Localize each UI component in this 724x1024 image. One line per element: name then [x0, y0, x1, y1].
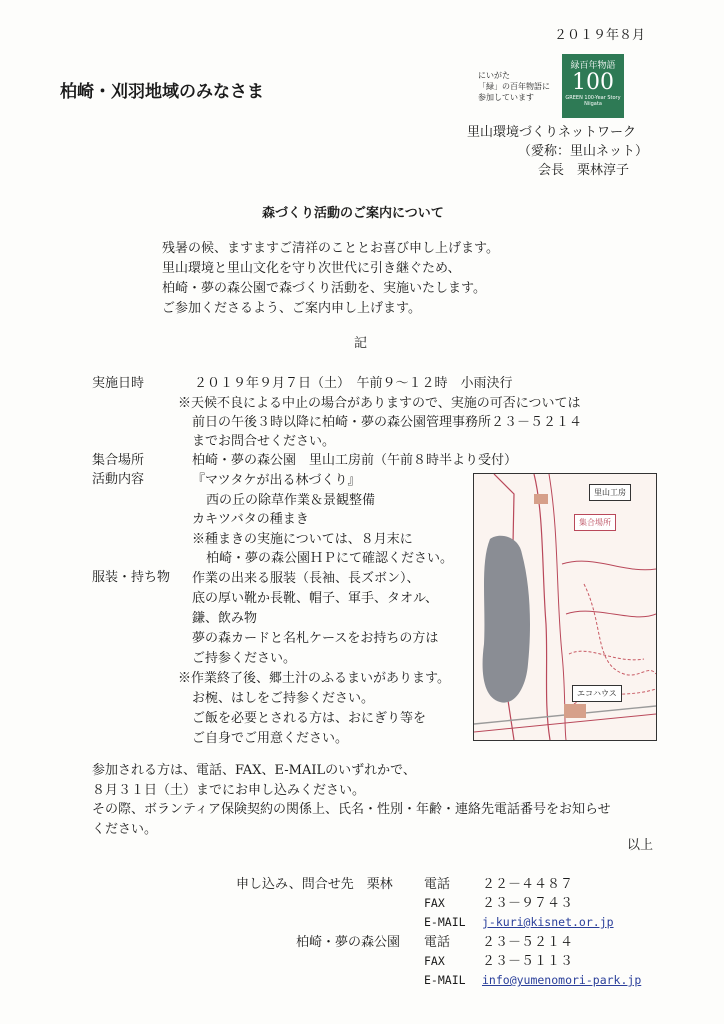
contact2-tel-key: 電話 — [424, 935, 451, 950]
contact2-fax: ２３－５１１３ — [482, 954, 574, 969]
schedule-notes — [178, 394, 582, 451]
sender-nickname: （愛称：里山ネット） — [518, 144, 649, 159]
schedule-datetime: ２０１９年９月７日（土） 午前９～１２時 小雨決行 — [194, 376, 513, 391]
map-road — [566, 611, 656, 617]
map-road — [549, 474, 566, 740]
clothing-line: 鎌、飲み物 — [192, 611, 258, 626]
map-label-meeting: 集合場所 — [574, 514, 616, 531]
map-pond — [483, 536, 530, 703]
clothing-lines — [178, 569, 450, 749]
clothing-line: お椀、はしをご持参ください。 — [192, 691, 375, 706]
map-label-satoyama: 里山工房 — [589, 484, 631, 501]
clothing-label: 服装・持ち物 — [92, 570, 171, 585]
contact2-tel: ２３－５２１４ — [482, 935, 574, 950]
closing-line: その際、ボランティア保険契約の関係上、氏名・性別・年齢・連絡先電話番号をお知らせ — [92, 802, 611, 817]
logo-title: 緑百年物語 — [570, 61, 616, 71]
logo-subtitle: GREEN 100-Year Story Niigata — [565, 95, 621, 107]
place-label: 集合場所 — [92, 453, 145, 468]
greeting-line: 残暑の候、ますますご清祥のこととお喜び申し上げます。 — [162, 241, 499, 256]
contact2-email-link[interactable]: info@yumenomori-park.jp — [482, 973, 642, 987]
activity-line: 『マツタケが出る林づくり』 — [192, 473, 361, 488]
clothing-line: 作業の出来る服装（長袖、長ズボン）、 — [192, 571, 420, 586]
logo-caption — [478, 70, 550, 103]
subject-heading: 森づくり活動のご案内について — [262, 206, 444, 221]
map-building — [534, 494, 548, 504]
document-date: ２０１９年８月 — [554, 28, 646, 43]
activity-line: 柏崎・夢の森公園ＨＰにて確認ください。 — [206, 551, 454, 566]
ijou-marker: 以上 — [627, 838, 654, 853]
contact1-tel-key: 電話 — [424, 877, 451, 892]
ki-marker: 記 — [354, 336, 368, 351]
closing-text — [92, 761, 611, 839]
clothing-line: ご飯を必要とされる方は、おにぎり等を — [192, 711, 427, 726]
green-100-logo — [562, 54, 624, 118]
contact1-label: 申し込み、問合せ先 栗林 — [236, 877, 393, 892]
activity-line: カキツバタの種まき — [192, 512, 309, 527]
contact1-fax: ２３－９７４３ — [482, 896, 574, 911]
contact2-mail-key: E-MAIL — [424, 973, 466, 987]
logo-caption-line: 参加しています — [478, 93, 534, 102]
sender-org: 里山環境づくりネットワーク — [467, 125, 637, 140]
clothing-line: ご持参ください。 — [192, 651, 297, 666]
greeting-line: ご参加くださるよう、ご案内申し上げます。 — [162, 301, 421, 316]
closing-line: ８月３１日（土）までにお申し込みください。 — [92, 782, 366, 798]
clothing-line: ご自身でご用意ください。 — [192, 731, 349, 746]
contact1-email-link[interactable]: j-kuri@kisnet.or.jp — [482, 915, 614, 929]
sender-chair: 会長 栗林淳子 — [538, 163, 630, 178]
activity-label: 活動内容 — [92, 472, 145, 487]
contact1-mail-key: E-MAIL — [424, 915, 466, 929]
map-trail — [584, 584, 656, 675]
schedule-note-line: ※天候不良による中止の場合がありますので、実施の可否については — [178, 396, 581, 411]
contact2-label: 柏崎・夢の森公園 — [296, 935, 401, 950]
closing-line: 参加される方は、電話、FAX、E-MAILのいずれかで、 — [92, 763, 416, 778]
schedule-label: 実施日時 — [92, 376, 145, 391]
map-road — [562, 561, 656, 570]
map-building — [564, 704, 586, 718]
activity-line: 西の丘の除草作業＆景観整備 — [206, 492, 376, 508]
clothing-line: 底の厚い靴か長靴、帽子、軍手、タオル、 — [192, 591, 438, 606]
map-label-ecohouse: エコハウス — [572, 685, 622, 702]
clothing-line: 夢の森カードと名札ケースをお持ちの方は — [192, 631, 439, 646]
schedule-note-line: までお問合せください。 — [192, 434, 336, 449]
activity-lines — [192, 471, 453, 569]
schedule-note-line: 前日の午後３時以降に柏崎・夢の森公園管理事務所２３－５２１４ — [192, 415, 583, 430]
logo-caption-line: にいがた — [478, 71, 510, 80]
map-road — [534, 474, 550, 740]
activity-line: ※種まきの実施については、８月末に — [192, 531, 413, 547]
addressee: 柏崎・刈羽地域のみなさま — [60, 82, 264, 102]
contact2-fax-key: FAX — [424, 954, 445, 968]
greeting-line: 里山環境と里山文化を守り次世代に引き継ぐため、 — [162, 261, 461, 276]
closing-line: ください。 — [92, 821, 158, 837]
contact1-fax-key: FAX — [424, 896, 445, 910]
park-map-drawing — [474, 474, 656, 740]
place-text: 柏崎・夢の森公園 里山工房前（午前８時半より受付） — [192, 453, 518, 468]
greeting-line: 柏崎・夢の森公園で森づくり活動を、実施いたします。 — [162, 281, 486, 296]
greeting — [162, 239, 499, 319]
logo-number: 100 — [572, 70, 614, 95]
logo-caption-line: 「緑」の百年物語に — [478, 82, 550, 91]
clothing-line: ※作業終了後、郷土汁のふるまいがあります。 — [178, 671, 450, 686]
contact1-tel: ２２－４４８７ — [482, 877, 574, 892]
park-map — [473, 473, 657, 741]
